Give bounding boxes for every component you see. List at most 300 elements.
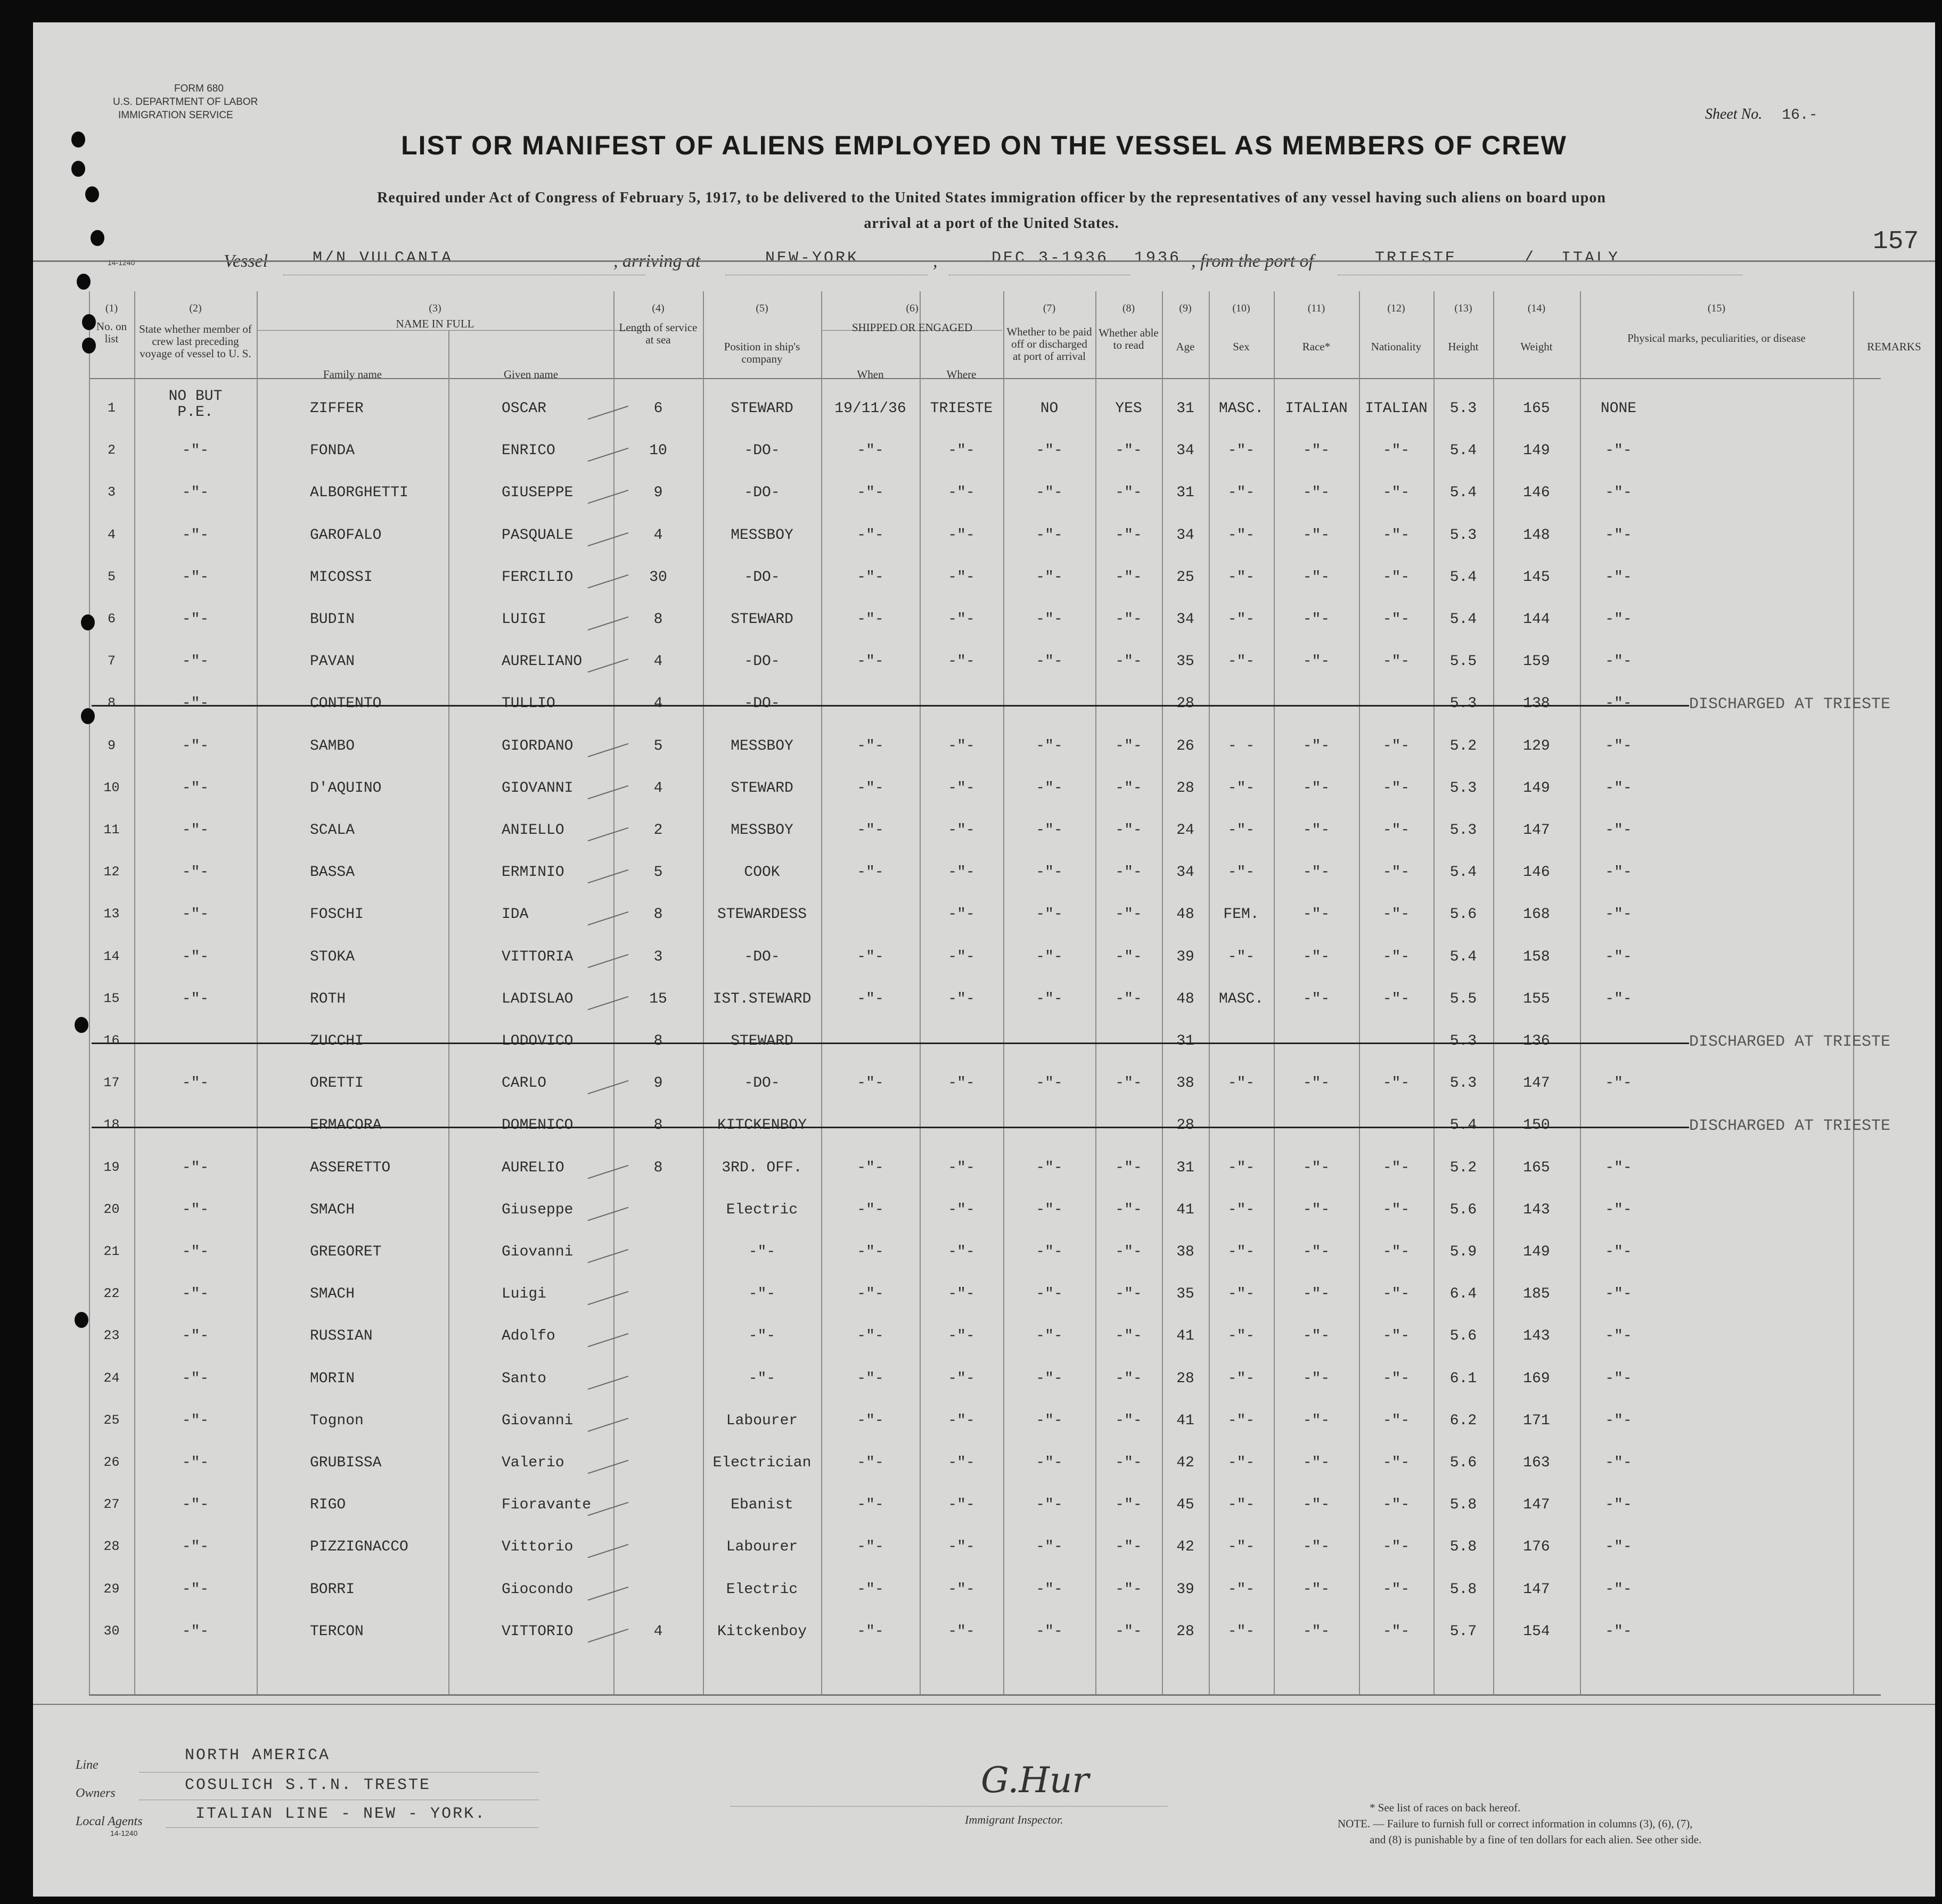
cell-weight: 145	[1523, 569, 1550, 586]
cell-paid: -"-	[1036, 485, 1063, 502]
cell-marks: -"-	[1605, 948, 1632, 965]
cell-where: -"-	[948, 1328, 975, 1345]
cell-position: Labourer	[726, 1539, 798, 1556]
cell-service: 4	[653, 527, 663, 544]
cell-prev: -"-	[182, 864, 209, 881]
cell-family: ALBORGHETTI	[310, 485, 408, 502]
cell-prev: -"-	[182, 1159, 209, 1176]
cell-no: 24	[103, 1370, 120, 1386]
cell-read: -"-	[1115, 737, 1142, 754]
cell-given: LUIGI	[502, 611, 547, 628]
note-races: * See list of races on back hereof.	[1370, 1801, 1521, 1814]
cell-race: -"-	[1302, 779, 1330, 797]
cell-paid: -"-	[1036, 1075, 1063, 1092]
cell-weight: 165	[1523, 400, 1550, 417]
cell-where: -"-	[948, 1244, 975, 1260]
cell-marks: -"-	[1605, 442, 1632, 459]
cell-age: 48	[1176, 990, 1194, 1007]
cell-given: AURELIO	[502, 1159, 564, 1176]
cell-sex: -"-	[1227, 1539, 1255, 1556]
remark-stamp: DISCHARGED AT TRIESTE	[1689, 1117, 1891, 1136]
cell-race: -"-	[1302, 1539, 1330, 1556]
cell-when: -"-	[857, 990, 884, 1007]
cell-where: TRIESTE	[930, 400, 993, 417]
cell-family: ROTH	[310, 990, 346, 1007]
cell-family: SMACH	[310, 1286, 355, 1303]
cell-race: -"-	[1302, 1581, 1330, 1598]
cell-given: LODOVICO	[502, 1033, 573, 1049]
cell-service: 15	[649, 990, 667, 1007]
cell-marks: -"-	[1605, 1159, 1632, 1176]
cell-age: 31	[1176, 485, 1194, 502]
strikethrough-line	[92, 1043, 1689, 1044]
column-number: (14)	[1527, 302, 1546, 314]
column-number: (12)	[1387, 302, 1405, 314]
cell-marks: -"-	[1605, 906, 1632, 923]
cell-when: -"-	[857, 1075, 884, 1092]
cell-height: 5.5	[1449, 990, 1477, 1007]
cell-age: 34	[1176, 611, 1194, 628]
cell-race: -"-	[1302, 527, 1330, 544]
cell-given: PASQUALE	[502, 527, 573, 544]
cell-race: -"-	[1302, 864, 1330, 881]
cell-sex: -"-	[1227, 1370, 1255, 1387]
cell-age: 35	[1176, 653, 1194, 670]
port-slash: /	[1524, 249, 1536, 267]
cell-marks: -"-	[1605, 1286, 1632, 1303]
cell-when: -"-	[857, 611, 884, 628]
cell-nat: -"-	[1382, 990, 1410, 1007]
cell-position: 3RD. OFF.	[722, 1159, 802, 1176]
column-subheader-family: Family name	[323, 368, 382, 381]
cell-race: -"-	[1302, 737, 1330, 754]
cell-weight: 143	[1523, 1328, 1550, 1345]
cell-paid: -"-	[1036, 1328, 1063, 1345]
cell-service: 3	[653, 948, 663, 965]
cell-race: -"-	[1302, 1201, 1330, 1218]
cell-family: GREGORET	[310, 1244, 382, 1260]
strikethrough-line	[92, 1127, 1689, 1128]
column-header: SHIPPED OR ENGAGED	[851, 321, 973, 334]
cell-when: -"-	[857, 1370, 884, 1387]
cell-sex: -"-	[1227, 1497, 1255, 1514]
cell-when: -"-	[857, 1201, 884, 1218]
cell-no: 8	[107, 695, 116, 711]
cell-age: 34	[1176, 442, 1194, 459]
column-header: Whether to be paid off or discharged at port of arrival	[1006, 325, 1092, 363]
cell-race: -"-	[1302, 948, 1330, 965]
cell-given: Fioravante	[502, 1497, 592, 1514]
cell-when: 19/11/36	[834, 400, 906, 417]
cell-service: 5	[653, 737, 663, 754]
cell-family: ZIFFER	[310, 400, 364, 417]
manifest-footer	[33, 1730, 1935, 1890]
cell-given: Santo	[502, 1370, 547, 1387]
column-number: (7)	[1043, 302, 1056, 314]
cell-nat: -"-	[1382, 611, 1410, 628]
cell-height: 5.3	[1449, 822, 1477, 839]
cell-prev: -"-	[182, 1412, 209, 1429]
cell-family: STOKA	[310, 948, 355, 965]
cell-race: -"-	[1302, 1412, 1330, 1429]
table-top-rule	[33, 260, 1935, 262]
cell-marks: -"-	[1605, 1623, 1632, 1640]
cell-service: 5	[653, 864, 663, 881]
cell-height: 5.8	[1449, 1581, 1477, 1598]
cell-height: 5.3	[1449, 527, 1477, 544]
cell-height: 6.1	[1449, 1370, 1477, 1387]
cell-position: STEWARDESS	[717, 906, 807, 923]
cell-family: SAMBO	[310, 737, 355, 754]
cell-where: -"-	[948, 864, 975, 881]
column-number: (1)	[105, 302, 118, 314]
cell-prev: -"-	[182, 1370, 209, 1387]
column-header: NAME IN FULL	[396, 317, 474, 330]
column-number: (15)	[1707, 302, 1726, 314]
cell-no: 25	[103, 1412, 120, 1428]
cell-where: -"-	[948, 569, 975, 586]
cell-weight: 144	[1523, 611, 1550, 628]
cell-age: 39	[1176, 1581, 1194, 1598]
cell-read: -"-	[1115, 1455, 1142, 1471]
cell-family: SCALA	[310, 822, 355, 839]
cell-weight: 185	[1523, 1286, 1550, 1303]
cell-family: FONDA	[310, 442, 355, 459]
cell-weight: 143	[1523, 1201, 1550, 1218]
cell-sex: -"-	[1227, 569, 1255, 586]
cell-prev: -"-	[182, 527, 209, 544]
cell-weight: 147	[1523, 1075, 1550, 1092]
cell-given: Vittorio	[502, 1539, 573, 1556]
cell-weight: 176	[1523, 1539, 1550, 1556]
cell-when: -"-	[857, 1497, 884, 1514]
cell-age: 42	[1176, 1539, 1194, 1556]
cell-nat: -"-	[1382, 779, 1410, 797]
cell-given: GIORDANO	[502, 737, 573, 754]
cell-weight: 158	[1523, 948, 1550, 965]
cell-when: -"-	[857, 864, 884, 881]
cell-race: -"-	[1302, 990, 1330, 1007]
cell-given: ERMINIO	[502, 864, 564, 881]
cell-height: 5.7	[1449, 1623, 1477, 1640]
cell-read: -"-	[1115, 1075, 1142, 1092]
cell-weight: 146	[1523, 864, 1550, 881]
cell-prev: -"-	[182, 779, 209, 797]
cell-position: Labourer	[726, 1412, 798, 1429]
cell-nat: -"-	[1382, 1370, 1410, 1387]
cell-age: 31	[1176, 400, 1194, 417]
cell-when: -"-	[857, 442, 884, 459]
cell-family: GAROFALO	[310, 527, 382, 544]
cell-prev: NO BUT P.E.	[168, 388, 223, 421]
cell-where: -"-	[948, 611, 975, 628]
cell-no: 5	[107, 569, 116, 585]
cell-family: MORIN	[310, 1370, 355, 1387]
cell-nat: -"-	[1382, 569, 1410, 586]
cell-position: MESSBOY	[731, 527, 793, 544]
cell-marks: -"-	[1605, 1075, 1632, 1092]
cell-when: -"-	[857, 653, 884, 670]
cell-where: -"-	[948, 1581, 975, 1598]
cell-no: 4	[107, 527, 116, 543]
cell-no: 18	[103, 1117, 120, 1133]
cell-position: -"-	[748, 1286, 776, 1303]
cell-position: COOK	[744, 864, 780, 881]
cell-family: GRUBISSA	[310, 1455, 382, 1471]
cell-weight: 155	[1523, 990, 1550, 1007]
cell-nat: -"-	[1382, 527, 1410, 544]
form-identity	[113, 82, 258, 122]
cell-where: -"-	[948, 1286, 975, 1303]
cell-marks: -"-	[1605, 1539, 1632, 1556]
cell-age: 28	[1176, 1117, 1194, 1134]
cell-prev: -"-	[182, 442, 209, 459]
column-number: (5)	[756, 302, 768, 314]
cell-age: 48	[1176, 906, 1194, 923]
form-number: FORM 680	[174, 83, 224, 94]
cell-marks: -"-	[1605, 822, 1632, 839]
cell-nat: -"-	[1382, 1539, 1410, 1556]
cell-where: -"-	[948, 442, 975, 459]
cell-no: 29	[103, 1581, 120, 1597]
cell-prev: -"-	[182, 1244, 209, 1260]
page-number: 157	[1873, 227, 1919, 256]
cell-paid: -"-	[1036, 1497, 1063, 1514]
cell-given: TULLIO	[502, 695, 555, 712]
cell-race: -"-	[1302, 569, 1330, 586]
print-code: 14-1240	[108, 258, 135, 267]
cell-where: -"-	[948, 1623, 975, 1640]
cell-nat: -"-	[1382, 906, 1410, 923]
cell-height: 5.3	[1449, 400, 1477, 417]
cell-marks: -"-	[1605, 1328, 1632, 1345]
cell-race: -"-	[1302, 485, 1330, 502]
cell-prev: -"-	[182, 1201, 209, 1218]
from-label: , from the port of	[1191, 251, 1314, 271]
cell-given: LADISLAO	[502, 990, 573, 1007]
cell-where: -"-	[948, 653, 975, 670]
cell-height: 5.4	[1449, 569, 1477, 586]
column-header: Length of service at sea	[619, 321, 698, 346]
cell-height: 5.3	[1449, 695, 1477, 712]
cell-race: -"-	[1302, 906, 1330, 923]
cell-prev: -"-	[182, 737, 209, 754]
arrival-year: 1936	[1134, 249, 1182, 267]
cell-family: RUSSIAN	[310, 1328, 373, 1345]
cell-family: ERMACORA	[310, 1117, 382, 1134]
cell-position: STEWARD	[731, 1033, 793, 1049]
cell-where: -"-	[948, 779, 975, 797]
cell-no: 21	[103, 1244, 120, 1259]
cell-position: -"-	[748, 1328, 776, 1345]
cell-read: -"-	[1115, 1244, 1142, 1260]
note-fine: and (8) is punishable by a fine of ten dollars for each alien. See other side.	[1370, 1833, 1702, 1846]
cell-read: -"-	[1115, 1370, 1142, 1387]
cell-nat: -"-	[1382, 1497, 1410, 1514]
cell-nat: -"-	[1382, 1328, 1410, 1345]
cell-age: 28	[1176, 1623, 1194, 1640]
cell-age: 26	[1176, 737, 1194, 754]
cell-marks: -"-	[1605, 1497, 1632, 1514]
cell-when: -"-	[857, 485, 884, 502]
cell-when: -"-	[857, 569, 884, 586]
cell-prev: -"-	[182, 569, 209, 586]
cell-age: 41	[1176, 1201, 1194, 1218]
cell-prev: -"-	[182, 1623, 209, 1640]
cell-nat: -"-	[1382, 442, 1410, 459]
note-failure: NOTE. — Failure to furnish full or correct information in columns (3), (6), (7),	[1338, 1817, 1693, 1830]
cell-family: PIZZIGNACCO	[310, 1539, 408, 1556]
cell-paid: -"-	[1036, 1159, 1063, 1176]
cell-prev: -"-	[182, 611, 209, 628]
cell-position: KITCKENBOY	[717, 1117, 807, 1134]
cell-sex: -"-	[1227, 1075, 1255, 1092]
cell-given: OSCAR	[502, 400, 547, 417]
cell-sex: -"-	[1227, 864, 1255, 881]
cell-where: -"-	[948, 1370, 975, 1387]
cell-no: 20	[103, 1201, 120, 1217]
cell-marks: -"-	[1605, 695, 1632, 712]
cell-prev: -"-	[182, 948, 209, 965]
cell-weight: 168	[1523, 906, 1550, 923]
cell-sex: -"-	[1227, 653, 1255, 670]
cell-when: -"-	[857, 1539, 884, 1556]
cell-family: BASSA	[310, 864, 355, 881]
cell-service: 9	[653, 1075, 663, 1092]
inspector-signature: G.Hur	[981, 1760, 1089, 1801]
cell-height: 5.4	[1449, 442, 1477, 459]
sheet-label: Sheet No.	[1705, 106, 1763, 122]
cell-sex: -"-	[1227, 1412, 1255, 1429]
cell-height: 6.4	[1449, 1286, 1477, 1303]
cell-no: 17	[103, 1075, 120, 1091]
cell-position: -"-	[748, 1370, 776, 1387]
cell-position: -DO-	[744, 442, 780, 459]
cell-age: 34	[1176, 527, 1194, 544]
cell-service: 4	[653, 695, 663, 712]
cell-nat: -"-	[1382, 1623, 1410, 1640]
cell-where: -"-	[948, 1455, 975, 1471]
cell-sex: -"-	[1227, 822, 1255, 839]
cell-where: -"-	[948, 527, 975, 544]
cell-marks: -"-	[1605, 653, 1632, 670]
cell-age: 28	[1176, 1370, 1194, 1387]
cell-read: -"-	[1115, 906, 1142, 923]
column-number: (6)	[906, 302, 919, 314]
cell-height: 5.6	[1449, 1201, 1477, 1218]
column-header: Physical marks, peculiarities, or disease	[1627, 332, 1806, 344]
cell-sex: -"-	[1227, 442, 1255, 459]
cell-when: -"-	[857, 948, 884, 965]
cell-when: -"-	[857, 779, 884, 797]
cell-position: -DO-	[744, 485, 780, 502]
cell-read: -"-	[1115, 527, 1142, 544]
cell-position: STEWARD	[731, 400, 793, 417]
cell-marks: -"-	[1605, 569, 1632, 586]
sheet-number-field	[1705, 106, 1818, 124]
cell-no: 13	[103, 906, 120, 922]
binder-hole	[77, 274, 91, 290]
cell-prev: -"-	[182, 1286, 209, 1303]
cell-service: 4	[653, 779, 663, 797]
column-number: (4)	[652, 302, 665, 314]
cell-given: ENRICO	[502, 442, 555, 459]
cell-sex: -"-	[1227, 611, 1255, 628]
inspector-label: Immigrant Inspector.	[965, 1813, 1063, 1826]
cell-prev: -"-	[182, 1328, 209, 1345]
cell-race: -"-	[1302, 611, 1330, 628]
cell-marks: -"-	[1605, 611, 1632, 628]
arrival-date: DEC 3-1936	[992, 249, 1109, 267]
arriving-port: NEW-YORK	[765, 249, 859, 267]
cell-height: 5.3	[1449, 779, 1477, 797]
cell-sex: MASC.	[1218, 990, 1264, 1007]
column-header: State whether member of crew last preceding voyage of vessel to U. S.	[139, 323, 252, 360]
cell-race: -"-	[1302, 1370, 1330, 1387]
table-bottom-rule	[89, 1694, 1881, 1696]
cell-marks: -"-	[1605, 1412, 1632, 1429]
cell-no: 1	[107, 400, 116, 416]
cell-prev: -"-	[182, 990, 209, 1007]
cell-position: -DO-	[744, 1075, 780, 1092]
cell-sex: -"-	[1227, 1455, 1255, 1471]
cell-sex: -"-	[1227, 1328, 1255, 1345]
cell-race: -"-	[1302, 1244, 1330, 1260]
cell-given: GIUSEPPE	[502, 485, 573, 502]
cell-age: 25	[1176, 569, 1194, 586]
cell-service: 8	[653, 1117, 663, 1134]
cell-paid: -"-	[1036, 990, 1063, 1007]
cell-position: Kitckenboy	[717, 1623, 807, 1640]
cell-given: CARLO	[502, 1075, 547, 1092]
cell-family: MICOSSI	[310, 569, 373, 586]
cell-height: 5.6	[1449, 1455, 1477, 1471]
cell-read: -"-	[1115, 569, 1142, 586]
cell-weight: 171	[1523, 1412, 1550, 1429]
cell-height: 5.6	[1449, 906, 1477, 923]
cell-age: 45	[1176, 1497, 1194, 1514]
cell-paid: -"-	[1036, 611, 1063, 628]
cell-no: 15	[103, 990, 120, 1006]
cell-read: -"-	[1115, 948, 1142, 965]
vessel-name: M/N VULCANIA	[313, 249, 454, 267]
cell-marks: -"-	[1605, 1581, 1632, 1598]
cell-race: -"-	[1302, 1075, 1330, 1092]
cell-height: 5.2	[1449, 737, 1477, 754]
cell-family: BORRI	[310, 1581, 355, 1598]
column-header: Sex	[1233, 340, 1250, 353]
cell-no: 19	[103, 1159, 120, 1175]
cell-height: 5.4	[1449, 485, 1477, 502]
cell-when: -"-	[857, 1412, 884, 1429]
column-number: (2)	[189, 302, 202, 314]
cell-paid: -"-	[1036, 527, 1063, 544]
cell-weight: 148	[1523, 527, 1550, 544]
cell-nat: -"-	[1382, 864, 1410, 881]
from-country: ITALY	[1561, 249, 1620, 267]
column-header: Whether able to read	[1099, 326, 1159, 351]
cell-service: 9	[653, 485, 663, 502]
cell-prev: -"-	[182, 906, 209, 923]
column-header: Nationality	[1371, 340, 1422, 353]
column-subheader-when: When	[857, 368, 884, 381]
cell-height: 5.8	[1449, 1497, 1477, 1514]
page-title: LIST OR MANIFEST OF ALIENS EMPLOYED ON THE VESSEL AS MEMBERS OF CREW	[401, 130, 1567, 160]
cell-weight: 154	[1523, 1623, 1550, 1640]
cell-no: 12	[103, 864, 120, 880]
cell-service: 8	[653, 906, 663, 923]
cell-sex: -"-	[1227, 1201, 1255, 1218]
